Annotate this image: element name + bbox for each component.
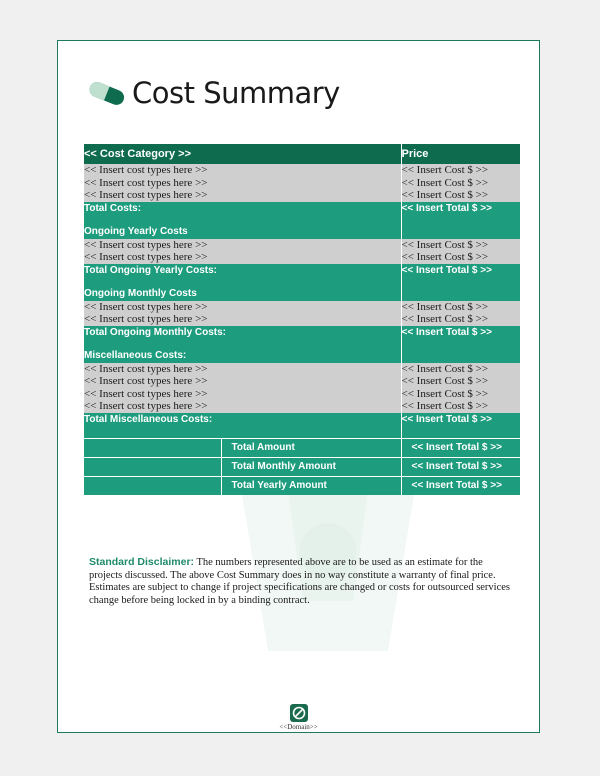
total-yearly-costs-value: << Insert Total $ >>: [401, 264, 492, 276]
total-monthly-costs-value: << Insert Total $ >>: [401, 326, 492, 338]
total-amount-label: Total Amount: [221, 438, 401, 457]
cost-type-item: << Insert cost types here >>: [84, 300, 208, 313]
blank-cell: [84, 457, 221, 476]
total-yearly-costs-label: Total Ongoing Yearly Costs:: [84, 264, 217, 276]
cost-types-cell: [84, 164, 401, 202]
cost-items-group-2: [84, 239, 520, 264]
price-header: Price: [401, 144, 520, 164]
total-misc-costs-label: Total Miscellaneous Costs:: [84, 413, 213, 425]
section-heading-miscellaneous: Miscellaneous Costs:: [84, 349, 187, 361]
cost-value-item: << Insert Cost $ >>: [401, 176, 489, 189]
total-costs-value-cell: [401, 202, 520, 239]
total-monthly-costs-row: [84, 326, 520, 363]
total-amount-row: [84, 438, 520, 457]
document-page: [57, 40, 540, 733]
cost-value-item: << Insert Cost $ >>: [401, 300, 489, 313]
cost-type-item: << Insert cost types here >>: [84, 164, 208, 176]
cost-types-cell: [84, 239, 401, 264]
total-monthly-label-cell: [84, 326, 401, 363]
cost-type-item: << Insert cost types here >>: [84, 362, 208, 375]
cost-values-cell: [401, 301, 520, 326]
domain-placeholder: <<Domain>>: [279, 723, 318, 731]
total-yearly-label-cell: [84, 264, 401, 301]
cost-type-item: << Insert cost types here >>: [84, 387, 208, 400]
total-yearly-costs-row: [84, 264, 520, 301]
total-monthly-amount-value: << Insert Total $ >>: [401, 457, 520, 476]
cost-items-group-4: [84, 363, 520, 413]
disclaimer-label: Standard Disclaimer:: [89, 556, 195, 568]
total-amount-value: << Insert Total $ >>: [401, 438, 520, 457]
total-yearly-amount-value: << Insert Total $ >>: [401, 476, 520, 495]
cost-type-item: << Insert cost types here >>: [84, 189, 208, 201]
domain-logo-icon: [290, 704, 308, 722]
table-header-row: [84, 144, 520, 164]
total-yearly-amount-label: Total Yearly Amount: [221, 476, 401, 495]
page-title: Cost Summary: [132, 76, 340, 110]
standard-disclaimer: [89, 556, 514, 607]
total-costs-row: [84, 202, 520, 239]
cost-values-cell: [401, 363, 520, 413]
total-monthly-amount-row: [84, 457, 520, 476]
total-monthly-amount-label: Total Monthly Amount: [221, 457, 401, 476]
title-block: [88, 73, 340, 113]
cost-value-item: << Insert Cost $ >>: [401, 313, 489, 325]
total-misc-costs-value: << Insert Total $ >>: [401, 413, 492, 425]
cost-type-item: << Insert cost types here >>: [84, 400, 208, 412]
cost-values-cell: [401, 239, 520, 264]
footer: [58, 704, 539, 731]
cost-value-item: << Insert Cost $ >>: [401, 164, 489, 176]
cost-type-item: << Insert cost types here >>: [84, 375, 208, 387]
total-yearly-amount-row: [84, 476, 520, 495]
cost-items-group-3: [84, 301, 520, 326]
cost-category-header: << Cost Category >>: [84, 144, 401, 164]
cost-type-item: << Insert cost types here >>: [84, 238, 208, 251]
cost-type-item: << Insert cost types here >>: [84, 176, 208, 189]
cost-items-group-1: [84, 164, 520, 202]
cost-value-item: << Insert Cost $ >>: [401, 238, 489, 251]
total-costs-label-cell: [84, 202, 401, 239]
blank-cell: [84, 476, 221, 495]
total-monthly-costs-label: Total Ongoing Monthly Costs:: [84, 326, 227, 338]
section-heading-ongoing-yearly: Ongoing Yearly Costs: [84, 225, 188, 237]
cost-values-cell: [401, 164, 520, 202]
total-misc-label-cell: [84, 413, 401, 439]
cost-types-cell: [84, 363, 401, 413]
cost-value-item: << Insert Cost $ >>: [401, 375, 489, 387]
cost-summary-table: [84, 144, 520, 495]
total-monthly-value-cell: [401, 326, 520, 363]
cost-type-item: << Insert cost types here >>: [84, 251, 208, 263]
total-yearly-value-cell: [401, 264, 520, 301]
total-misc-costs-row: [84, 413, 520, 439]
cost-value-item: << Insert Cost $ >>: [401, 400, 489, 412]
disclaimer-text: The numbers represented above are to be used as an estimate for the projects discussed. The above Cost Summary does in no way constitute a warranty of final price. Estimates are subject to change if project specifications are changed or costs for outsourced services change before being locked in by a binding contract.: [89, 557, 511, 606]
total-misc-value-cell: [401, 413, 520, 439]
cost-types-cell: [84, 301, 401, 326]
section-heading-ongoing-monthly: Ongoing Monthly Costs: [84, 287, 197, 299]
total-costs-value: << Insert Total $ >>: [401, 202, 492, 214]
capsule-pill-icon: [88, 74, 126, 112]
blank-cell: [84, 438, 221, 457]
cost-value-item: << Insert Cost $ >>: [401, 362, 489, 375]
total-costs-label: Total Costs:: [84, 202, 142, 214]
cost-value-item: << Insert Cost $ >>: [401, 387, 489, 400]
cost-type-item: << Insert cost types here >>: [84, 313, 208, 325]
cost-value-item: << Insert Cost $ >>: [401, 251, 489, 263]
cost-value-item: << Insert Cost $ >>: [401, 189, 489, 201]
